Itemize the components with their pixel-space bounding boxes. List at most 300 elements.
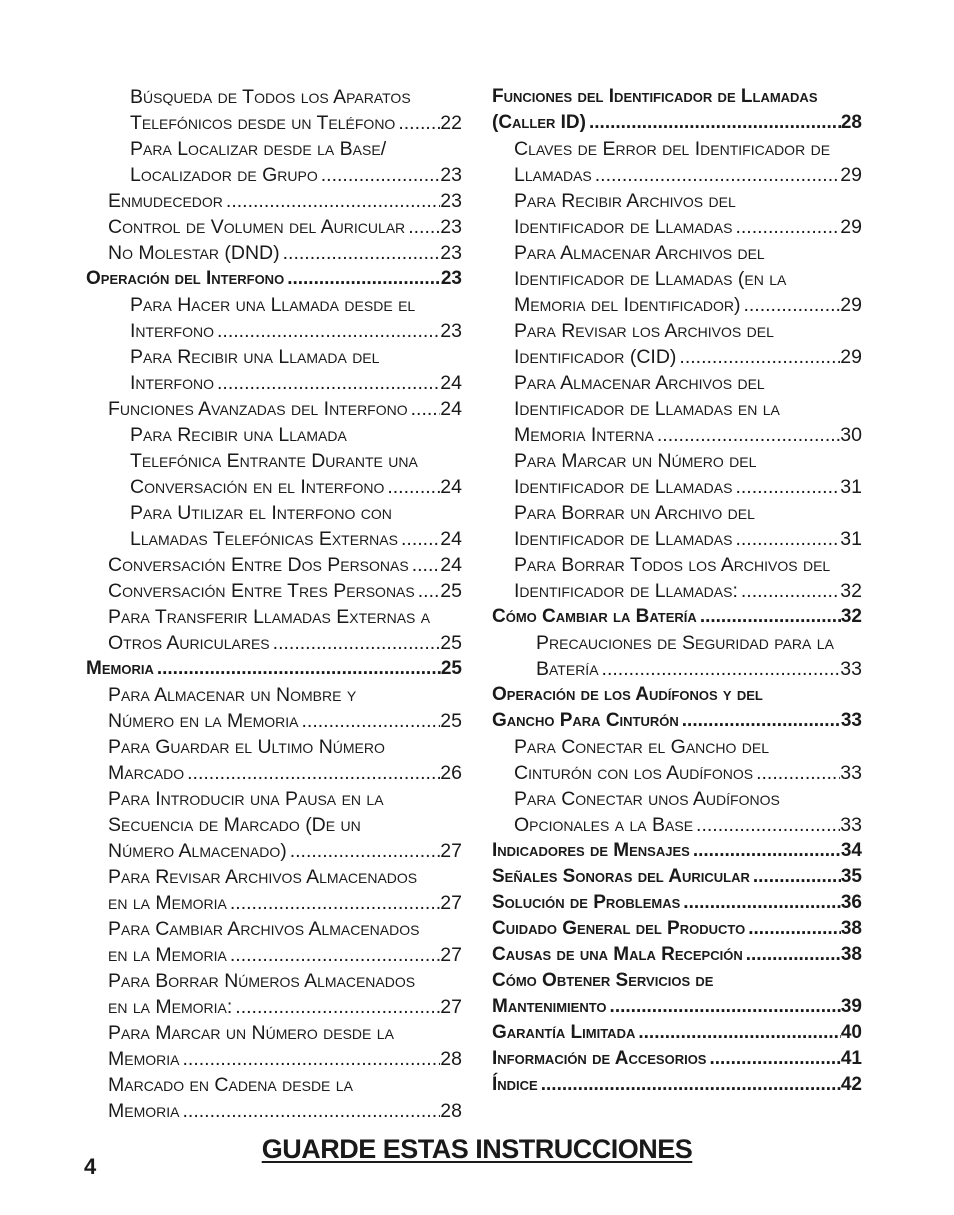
- toc-entry-title: Telefónica Entrante Durante una: [130, 450, 418, 472]
- toc-leader-dots: [538, 1072, 841, 1098]
- toc-entry-title: Telefónicos desde un Teléfono: [130, 112, 396, 134]
- toc-entry-line: [108, 838, 462, 864]
- toc-entry-title: Mantenimiento: [492, 996, 607, 1017]
- toc-entry-line: [86, 656, 462, 682]
- toc-leader-dots: [223, 188, 440, 214]
- toc-page-number: 25: [440, 710, 462, 732]
- toc-entry: [492, 864, 862, 890]
- toc-entry-title: Identificador de Llamadas: [514, 476, 733, 498]
- toc-entry-line: [514, 396, 862, 422]
- toc-leader-dots: [398, 526, 440, 552]
- toc-entry-title: Marcado: [108, 762, 185, 784]
- toc-page-number: 22: [440, 112, 462, 134]
- toc-entry: [86, 500, 462, 552]
- toc-entry-title: Funciones Avanzadas del Interfono: [108, 398, 408, 420]
- toc-page-number: 29: [840, 164, 862, 186]
- toc-entry-line: [514, 162, 862, 188]
- toc-leader-dots: [179, 1046, 440, 1072]
- toc-leader-dots: [592, 162, 841, 188]
- toc-page-number: 42: [840, 1074, 862, 1095]
- toc-leader-dots: [740, 292, 840, 318]
- toc-entry-title: Localizador de Grupo: [130, 164, 318, 186]
- toc-entry-title: Para Almacenar Archivos del: [514, 372, 765, 394]
- toc-right-column: [492, 84, 862, 1098]
- toc-entry-line: [108, 396, 462, 422]
- toc-entry: [86, 240, 462, 266]
- toc-page-number: 23: [440, 190, 462, 212]
- toc-entry-title: Claves de Error del Identificador de: [514, 138, 831, 160]
- toc-entry-line: [514, 578, 862, 604]
- toc-entry-line: [514, 318, 862, 344]
- toc-entry-title: en la Memoria:: [108, 996, 233, 1018]
- toc-entry: [86, 656, 462, 682]
- toc-entry-line: [514, 812, 862, 838]
- toc-page-number: 38: [840, 944, 862, 965]
- toc-entry-line: [108, 682, 462, 708]
- toc-entry-line: [514, 136, 862, 162]
- toc-leader-dots: [384, 474, 440, 500]
- toc-leader-dots: [706, 1046, 840, 1072]
- toc-page-number: 39: [840, 996, 862, 1017]
- toc-entry-line: [492, 110, 862, 136]
- toc-entry-title: Otros Auriculares: [108, 632, 270, 654]
- toc-entry-title: Memoria: [86, 658, 154, 679]
- toc-entry-line: [492, 890, 862, 916]
- toc-entry-title: Conversación en el Interfono: [130, 476, 385, 498]
- toc-entry-line: [130, 474, 462, 500]
- toc-leader-dots: [227, 942, 440, 968]
- toc-page-number: 41: [840, 1048, 862, 1069]
- toc-entry: [86, 188, 462, 214]
- toc-entry: [86, 916, 462, 968]
- toc-entry-title: Llamadas Telefónicas Externas: [130, 528, 398, 550]
- toc-entry-title: Conversación Entre Dos Personas: [108, 554, 409, 576]
- toc-leader-dots: [280, 240, 441, 266]
- toc-entry-line: [108, 578, 462, 604]
- toc-entry: [86, 734, 462, 786]
- toc-entry-line: [108, 1020, 462, 1046]
- toc-entry-title: Información de Accesorios: [492, 1048, 707, 1069]
- toc-entry-line: [514, 474, 862, 500]
- toc-entry: [86, 604, 462, 656]
- toc-entry-title: Para Almacenar un Nombre y: [108, 684, 357, 706]
- toc-entry-title: Identificador de Llamadas:: [514, 580, 738, 602]
- toc-entry: [492, 136, 862, 188]
- toc-entry: [86, 552, 462, 578]
- toc-entry: [492, 734, 862, 786]
- toc-entry-line: [108, 942, 462, 968]
- toc-entry-line: [108, 1098, 462, 1124]
- toc-entry-title: Control de Volumen del Auricular: [108, 216, 406, 238]
- toc-entry-title: Para Revisar Archivos Almacenados: [108, 866, 418, 888]
- toc-entry: [86, 422, 462, 500]
- toc-entry-line: [108, 552, 462, 578]
- toc-entry-line: [108, 890, 462, 916]
- toc-entry-title: Identificador (CID): [514, 346, 677, 368]
- toc-page-number: 29: [840, 216, 862, 238]
- toc-page-number: 23: [440, 216, 462, 238]
- toc-page-number: 31: [840, 528, 862, 550]
- toc-entry-line: [492, 1046, 862, 1072]
- toc-entry-title: Para Hacer una Llamada desde el: [130, 294, 416, 316]
- toc-entry-line: [108, 604, 462, 630]
- toc-entry-line: [108, 994, 462, 1020]
- toc-page-number: 24: [440, 372, 462, 394]
- toc-entry: [492, 370, 862, 448]
- toc-entry: [492, 318, 862, 370]
- toc-entry-line: [130, 84, 462, 110]
- toc-entry-line: [108, 916, 462, 942]
- toc-leader-dots: [750, 864, 841, 890]
- toc-entry-line: [108, 812, 462, 838]
- toc-leader-dots: [586, 110, 841, 136]
- toc-entry-title: Identificador de Llamadas en la: [514, 398, 780, 420]
- toc-entry: [492, 1020, 862, 1046]
- toc-entry-title: Para Marcar un Número desde la: [108, 1022, 394, 1044]
- toc-entry-line: [514, 188, 862, 214]
- toc-entry-line: [492, 838, 862, 864]
- toc-entry-line: [108, 240, 462, 266]
- toc-entry: [86, 578, 462, 604]
- toc-entry-title: Cinturón con los Audífonos: [514, 762, 754, 784]
- toc-entry-title: Para Marcar un Número del: [514, 450, 757, 472]
- toc-entry-line: [514, 240, 862, 266]
- toc-page-number: 23: [440, 164, 462, 186]
- toc-page-number: 27: [440, 996, 462, 1018]
- toc-entry-title: Para Guardar el Ultimo Número: [108, 736, 385, 758]
- toc-entry-line: [492, 942, 862, 968]
- toc-entry: [86, 864, 462, 916]
- toc-entry: [492, 968, 862, 1020]
- toc-entry: [492, 448, 862, 500]
- toc-entry-line: [130, 526, 462, 552]
- toc-entry: [492, 188, 862, 240]
- toc-leader-dots: [318, 162, 441, 188]
- toc-leader-dots: [732, 214, 840, 240]
- toc-entry-line: [514, 786, 862, 812]
- toc-entry-title: en la Memoria: [108, 944, 227, 966]
- toc-entry: [86, 1072, 462, 1124]
- toc-entry-line: [514, 500, 862, 526]
- toc-page-number: 23: [440, 268, 462, 289]
- toc-page-number: 23: [440, 242, 462, 264]
- toc-entry-line: [130, 292, 462, 318]
- toc-entry-title: Operación del Interfono: [86, 268, 285, 289]
- footer-title: GUARDE ESTAS INSTRUCCIONES: [261, 1134, 693, 1164]
- toc-leader-dots: [680, 890, 841, 916]
- toc-leader-dots: [690, 838, 841, 864]
- toc-leader-dots: [287, 838, 441, 864]
- toc-entry-line: [514, 422, 862, 448]
- toc-entry: [86, 84, 462, 136]
- toc-entry-title: Identificador de Llamadas: [514, 528, 733, 550]
- toc-entry-line: [108, 760, 462, 786]
- toc-entry-line: [108, 734, 462, 760]
- toc-entry: [86, 136, 462, 188]
- toc-entry-line: [108, 214, 462, 240]
- toc-entry-line: [514, 266, 862, 292]
- toc-page-number: 35: [840, 866, 862, 887]
- toc-entry-line: [108, 968, 462, 994]
- toc-entry-line: [108, 864, 462, 890]
- toc-entry: [492, 552, 862, 604]
- toc-entry-line: [130, 318, 462, 344]
- toc-entry-line: [514, 760, 862, 786]
- toc-entry-line: [514, 292, 862, 318]
- toc-entry: [86, 682, 462, 734]
- toc-leader-dots: [732, 526, 840, 552]
- toc-entry-title: Garantía Limitada: [492, 1022, 636, 1043]
- toc-entry-title: Cómo Obtener Servicios de: [492, 970, 714, 991]
- toc-entry: [492, 786, 862, 838]
- toc-leader-dots: [635, 1020, 841, 1046]
- toc-entry-title: Conversación Entre Tres Personas: [108, 580, 415, 602]
- toc-leader-dots: [743, 942, 841, 968]
- toc-entry: [492, 1072, 862, 1098]
- toc-entry-line: [492, 916, 862, 942]
- toc-page-number: 24: [440, 476, 462, 498]
- toc-entry: [492, 838, 862, 864]
- toc-entry-line: [514, 448, 862, 474]
- toc-entry-title: Para Recibir una Llamada del: [130, 346, 380, 368]
- toc-entry-title: Batería: [536, 658, 599, 680]
- toc-leader-dots: [599, 656, 841, 682]
- toc-entry: [86, 786, 462, 864]
- toc-entry-title: Operación de los Audífonos y del: [492, 684, 763, 705]
- toc-entry-title: Memoria del Identificador): [514, 294, 741, 316]
- toc-leader-dots: [732, 474, 840, 500]
- toc-entry-title: Gancho Para Cinturón: [492, 710, 679, 731]
- toc-entry-title: (Caller ID): [492, 112, 586, 133]
- toc-page-number: 33: [840, 658, 862, 680]
- toc-entry-line: [514, 344, 862, 370]
- toc-entry-line: [514, 734, 862, 760]
- toc-leader-dots: [214, 318, 440, 344]
- toc-entry-title: Para Almacenar Archivos del: [514, 242, 765, 264]
- toc-entry: [86, 396, 462, 422]
- toc-left-column: [86, 84, 462, 1124]
- toc-leader-dots: [415, 578, 441, 604]
- toc-entry-title: Cómo Cambiar la Batería: [492, 606, 697, 627]
- toc-page-number: 27: [440, 892, 462, 914]
- toc-page-number: 28: [440, 1100, 462, 1122]
- toc-entry-line: [492, 604, 862, 630]
- toc-page-number: 29: [840, 294, 862, 316]
- toc-entry-title: Para Transferir Llamadas Externas a: [108, 606, 431, 628]
- toc-entry-line: [108, 708, 462, 734]
- toc-entry-line: [492, 864, 862, 890]
- toc-leader-dots: [395, 110, 440, 136]
- toc-entry-line: [86, 266, 462, 292]
- toc-leader-dots: [693, 812, 840, 838]
- toc-page-number: 32: [840, 606, 862, 627]
- toc-page-number: 26: [440, 762, 462, 784]
- toc-entry-title: Para Utilizar el Interfono con: [130, 502, 392, 524]
- toc-entry: [86, 292, 462, 344]
- toc-page-number: 32: [840, 580, 862, 602]
- toc-page-number: 30: [840, 424, 862, 446]
- toc-entry-title: Interfono: [130, 372, 214, 394]
- toc-leader-dots: [214, 370, 440, 396]
- toc-page-number: 40: [840, 1022, 862, 1043]
- toc-leader-dots: [408, 396, 441, 422]
- toc-leader-dots: [405, 214, 440, 240]
- toc-entry-title: Causas de una Mala Recepción: [492, 944, 743, 965]
- toc-entry-line: [130, 422, 462, 448]
- toc-page-number: 25: [440, 580, 462, 602]
- toc-entry-line: [492, 84, 862, 110]
- toc-entry: [86, 968, 462, 1020]
- toc-leader-dots: [232, 994, 440, 1020]
- toc-entry-title: Para Borrar Todos los Archivos del: [514, 554, 831, 576]
- page-number: 4: [84, 1154, 97, 1179]
- toc-entry-title: en la Memoria: [108, 892, 227, 914]
- toc-page-number: 38: [840, 918, 862, 939]
- toc-entry-title: Interfono: [130, 320, 214, 342]
- toc-entry: [86, 344, 462, 396]
- toc-page-number: 24: [440, 528, 462, 550]
- toc-entry-title: Para Revisar los Archivos del: [514, 320, 774, 342]
- toc-leader-dots: [154, 656, 441, 682]
- toc-leader-dots: [745, 916, 841, 942]
- toc-leader-dots: [697, 604, 841, 630]
- toc-entry-title: No Molestar (DND): [108, 242, 280, 264]
- toc-entry: [492, 916, 862, 942]
- toc-entry-line: [108, 786, 462, 812]
- toc-entry-line: [130, 500, 462, 526]
- toc-entry: [492, 500, 862, 552]
- toc-page-number: 27: [440, 840, 462, 862]
- toc-page-number: 25: [440, 658, 462, 679]
- toc-entry: [86, 214, 462, 240]
- toc-entry-title: Número en la Memoria: [108, 710, 299, 732]
- toc-page-number: 33: [840, 814, 862, 836]
- toc-page-number: 24: [440, 554, 462, 576]
- toc-entry-title: Para Recibir una Llamada: [130, 424, 347, 446]
- toc-entry: [86, 1020, 462, 1072]
- toc-entry-line: [492, 1020, 862, 1046]
- toc-entry-line: [130, 344, 462, 370]
- toc-leader-dots: [753, 760, 840, 786]
- toc-entry-title: Enmudecedor: [108, 190, 223, 212]
- toc-entry-title: Marcado en Cadena desde la: [108, 1074, 353, 1096]
- toc-leader-dots: [409, 552, 441, 578]
- toc-entry: [492, 1046, 862, 1072]
- toc-entry-line: [130, 110, 462, 136]
- toc-page-number: 24: [440, 398, 462, 420]
- toc-entry-line: [130, 136, 462, 162]
- toc-page-number: 23: [440, 320, 462, 342]
- toc-entry-title: Cuidado General del Producto: [492, 918, 746, 939]
- toc-entry: [492, 942, 862, 968]
- toc-page-number: 25: [440, 632, 462, 654]
- toc-entry: [492, 84, 862, 136]
- toc-entry-line: [514, 526, 862, 552]
- toc-entry: [492, 890, 862, 916]
- toc-page-number: 28: [840, 112, 862, 133]
- toc-entry-line: [130, 162, 462, 188]
- toc-entry-line: [514, 214, 862, 240]
- toc-entry-title: Para Conectar unos Audífonos: [514, 788, 780, 810]
- toc-entry-title: Precauciones de Seguridad para la: [536, 632, 834, 654]
- toc-entry-line: [130, 448, 462, 474]
- toc-entry-title: Funciones del Identificador de Llamadas: [492, 86, 818, 107]
- toc-leader-dots: [179, 1098, 440, 1124]
- toc-entry-title: Identificador de Llamadas: [514, 216, 733, 238]
- toc-leader-dots: [299, 708, 441, 734]
- toc-entry-line: [514, 552, 862, 578]
- toc-entry-line: [108, 1072, 462, 1098]
- toc-entry-title: Secuencia de Marcado (De un: [108, 814, 361, 836]
- toc-entry: [492, 604, 862, 630]
- toc-entry-title: Para Conectar el Gancho del: [514, 736, 770, 758]
- toc-entry-title: Memoria: [108, 1048, 180, 1070]
- toc-entry-title: Para Borrar un Archivo del: [514, 502, 755, 524]
- toc-entry-line: [492, 708, 862, 734]
- toc-entry-line: [130, 370, 462, 396]
- toc-leader-dots: [227, 890, 440, 916]
- toc-page-number: 34: [840, 840, 862, 861]
- toc-entry-title: Indicadores de Mensajes: [492, 840, 690, 861]
- toc-entry-title: Índice: [492, 1074, 538, 1095]
- toc-entry-title: Para Cambiar Archivos Almacenados: [108, 918, 420, 940]
- toc-page-number: 29: [840, 346, 862, 368]
- toc-page-number: 28: [440, 1048, 462, 1070]
- toc-leader-dots: [184, 760, 440, 786]
- toc-entry: [492, 630, 862, 682]
- toc-entry-title: Memoria Interna: [514, 424, 654, 446]
- toc-entry-line: [108, 630, 462, 656]
- toc-entry: [492, 240, 862, 318]
- toc-entry-title: Para Recibir Archivos del: [514, 190, 736, 212]
- toc-leader-dots: [654, 422, 840, 448]
- toc-entry-line: [514, 370, 862, 396]
- toc-leader-dots: [607, 994, 841, 1020]
- toc-leader-dots: [679, 708, 841, 734]
- toc-page-number: 31: [840, 476, 862, 498]
- toc-entry-title: Señales Sonoras del Auricular: [492, 866, 750, 887]
- toc-entry-line: [492, 682, 862, 708]
- toc-entry-title: Para Borrar Números Almacenados: [108, 970, 416, 992]
- toc-entry-title: Memoria: [108, 1100, 180, 1122]
- toc-page-number: 36: [840, 892, 862, 913]
- toc-entry-line: [492, 968, 862, 994]
- toc-entry-title: Llamadas: [514, 164, 592, 186]
- toc-entry-title: Número Almacenado): [108, 840, 287, 862]
- toc-entry-line: [108, 188, 462, 214]
- toc-leader-dots: [676, 344, 840, 370]
- toc-entry-title: Solución de Problemas: [492, 892, 681, 913]
- toc-leader-dots: [738, 578, 840, 604]
- toc-entry-title: Búsqueda de Todos los Aparatos: [130, 86, 411, 108]
- toc-entry-line: [536, 656, 862, 682]
- toc-page-number: 27: [440, 944, 462, 966]
- toc-leader-dots: [270, 630, 441, 656]
- toc-entry-line: [108, 1046, 462, 1072]
- toc-entry: [492, 682, 862, 734]
- toc-entry-line: [492, 1072, 862, 1098]
- toc-entry-line: [536, 630, 862, 656]
- toc-page-number: 33: [840, 710, 862, 731]
- toc-entry-line: [492, 994, 862, 1020]
- toc-entry-title: Opcionales a la Base: [514, 814, 694, 836]
- toc-entry: [86, 266, 462, 292]
- toc-entry-title: Para Localizar desde la Base/: [130, 138, 387, 160]
- toc-entry-title: Para Introducir una Pausa en la: [108, 788, 384, 810]
- toc-leader-dots: [284, 266, 441, 292]
- toc-entry-title: Identificador de Llamadas (en la: [514, 268, 787, 290]
- toc-page-number: 33: [840, 762, 862, 784]
